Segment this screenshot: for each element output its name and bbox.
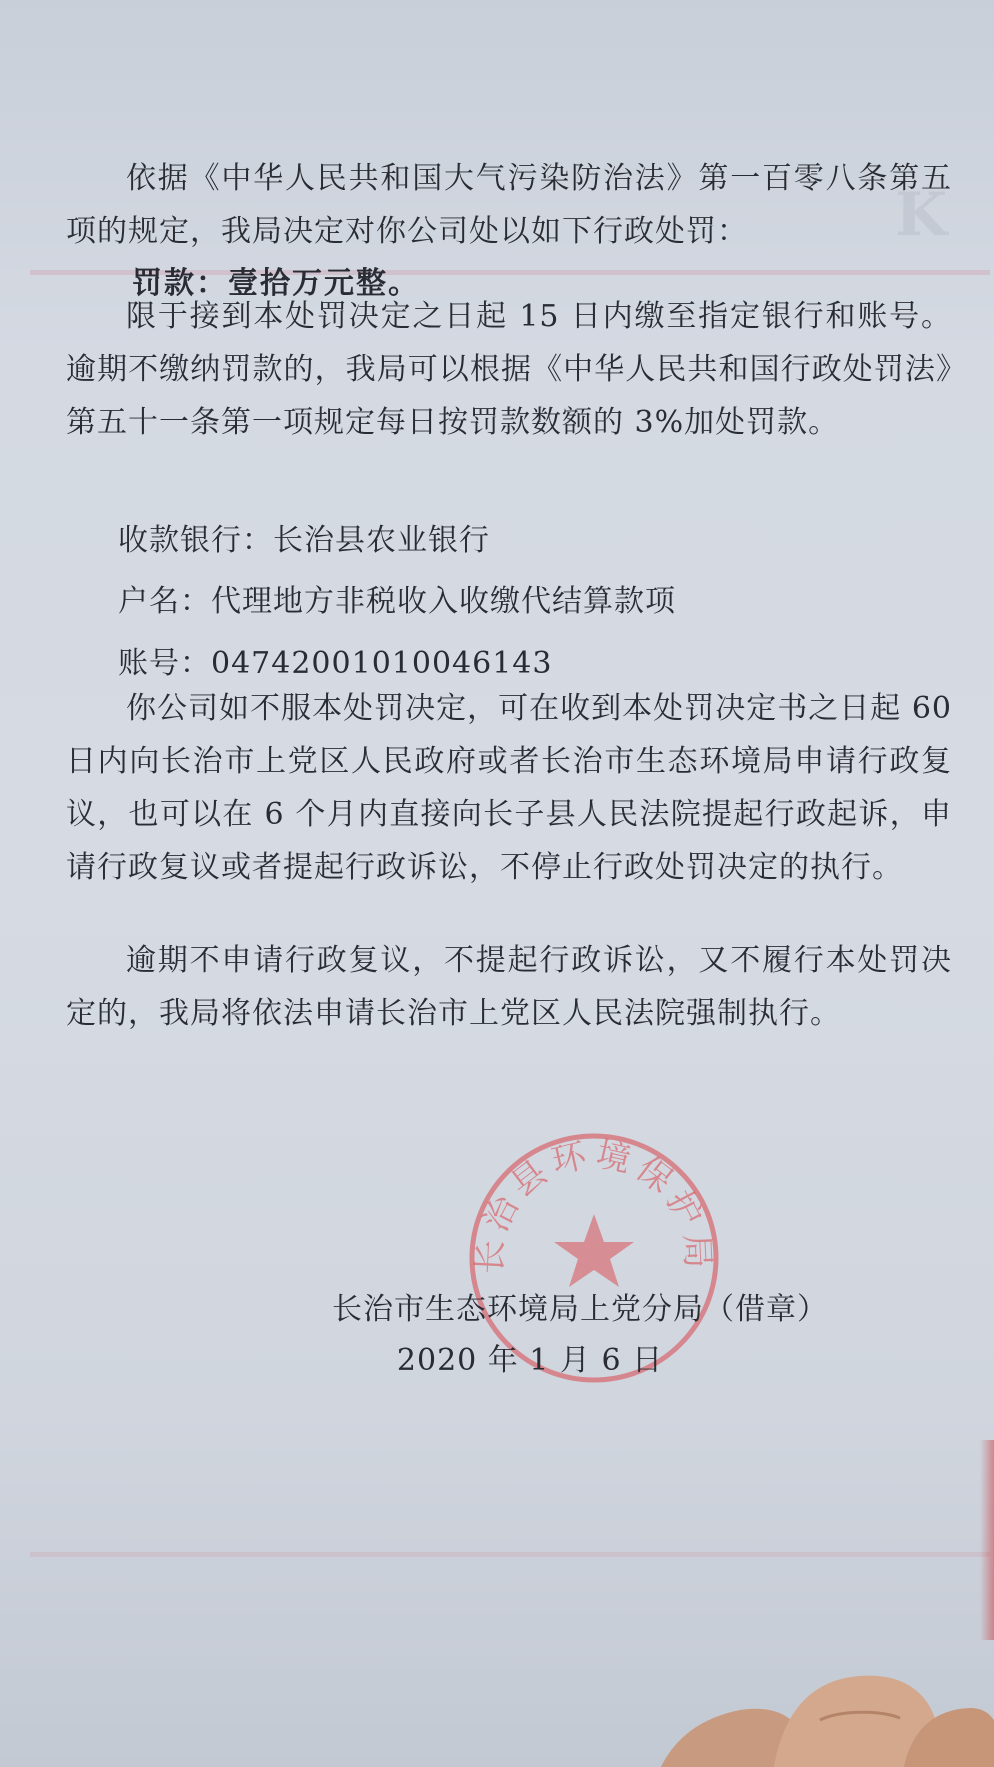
paragraph-payment-deadline: 限于接到本处罚决定之日起 15 日内缴至指定银行和账号。逾期不缴纳罚款的，我局可以根据《中华人民共和国行政处罚法》第五十一条第一项规定每日按罚款数额的 3%加处罚款。 <box>66 299 952 440</box>
issue-date: 2020 年 1 月 6 日 <box>396 1343 664 1378</box>
account-name: 户名：代理地方非税收入收缴代结算款项 <box>118 584 676 619</box>
issuing-authority: 长治市生态环境局上党分局（借章） <box>332 1292 828 1327</box>
paragraph-legal-basis: 依据《中华人民共和国大气污染防治法》第一百零八条第五项的规定，我局决定对你公司处以如下行政处罚： <box>66 161 952 249</box>
bank-name: 收款银行：长治县农业银行 <box>118 523 490 558</box>
paragraph-enforcement: 逾期不申请行政复议，不提起行政诉讼，又不履行本处罚决定的，我局将依法申请长治市上党区人民法院强制执行。 <box>66 943 952 1031</box>
seal-text: 长治县环境保护局 <box>470 1134 718 1275</box>
bleed-through-rule-bottom <box>30 1552 990 1557</box>
fine-amount: 罚款：壹拾万元整。 <box>132 266 420 301</box>
fingers-photo-artifact <box>640 1600 994 1767</box>
paragraph-appeal-rights: 你公司如不服本处罚决定，可在收到本处罚决定书之日起 60 日内向长治市上党区人民政府或者长治市生态环境局申请行政复议，也可以在 6 个月内直接向长子县人民法院提起行政起诉，申请行政复议或者提起行政诉讼，不停止行政处罚决定的执行。 <box>66 691 952 885</box>
bleed-through-text: K <box>895 180 952 250</box>
account-number: 账号：04742001010046143 <box>118 646 553 681</box>
